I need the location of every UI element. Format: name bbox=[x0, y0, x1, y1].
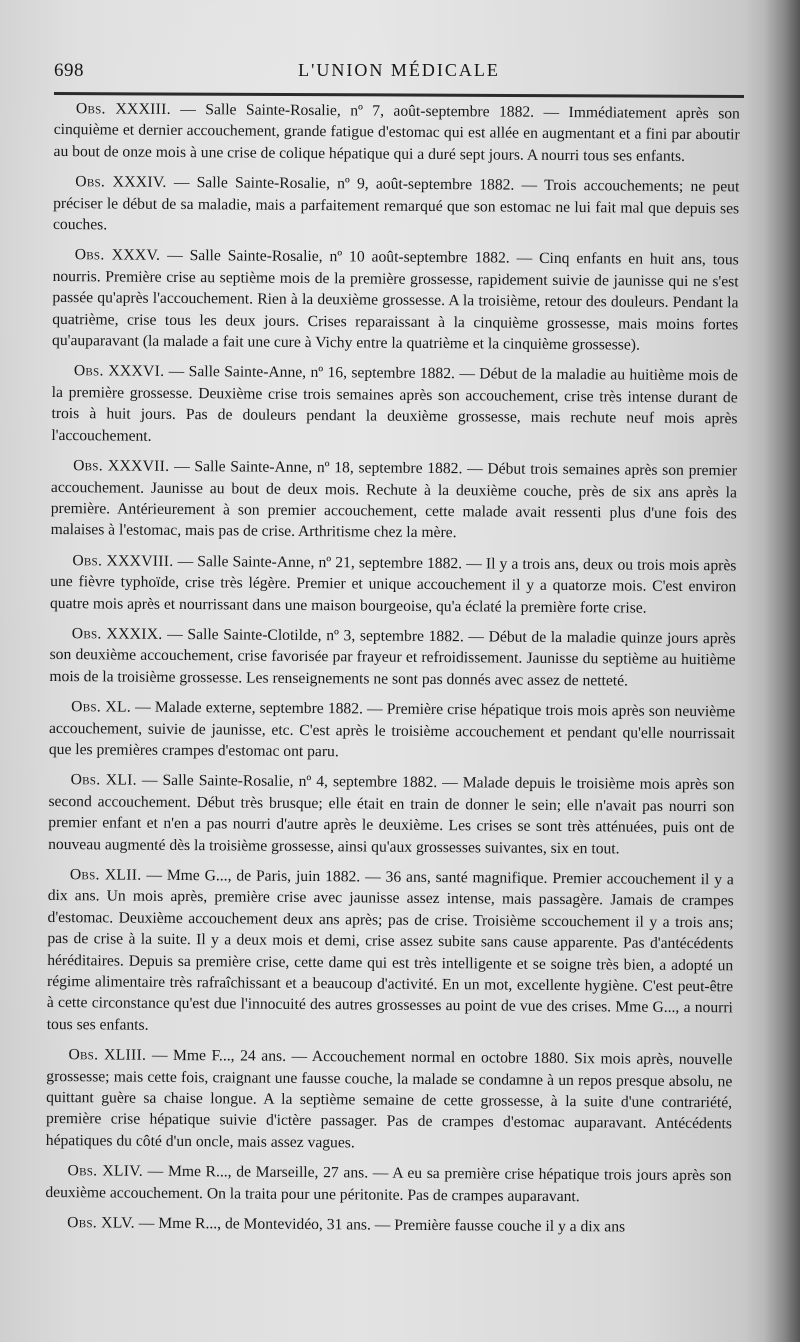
observation-text: — Salle Sainte-Rosalie, nº 9, août-septembre 1882. — Trois accouchements; ne peut préciser le début de sa maladie, mais a parfaitement remarqué que son estomac ne lui fait mal que depuis ses couches. bbox=[52, 174, 740, 234]
observation-paragraph bbox=[46, 1044, 733, 1156]
observation-label: Obs. XXXVI. bbox=[73, 362, 165, 381]
observation-text: — Salle Sainte-Rosalie, nº 10 août-septembre 1882. — Cinq enfants en huit ans, tous nourris. Première crise au septième mois de la première grossesse, rapidement suivie de jaunisse qui ne s'est passée qu'après l'accouchement. Rien à la deuxième grossesse. A la troisième, retour des douleurs. Pendant la quatrième, crise tous les deux jours. Crises reparaissant à la cinquième grossesse, mais moins fortes qu'auparavant (la malade a fait une cure à Vichy entre la quatrième et la cinquième grossesse). bbox=[52, 247, 739, 354]
observation-label: Obs. XL. bbox=[71, 698, 132, 716]
journal-title: L'UNION MÉDICALE bbox=[298, 60, 500, 80]
observation-label: Obs. XXXIX. bbox=[71, 625, 163, 643]
observation-label: Obs. XLII. bbox=[69, 866, 142, 884]
observation-text: — Salle Sainte-Anne, nº 18, septembre 1882. — Début trois semaines après son premier accouchement. Jaunisse au bout de deux mois. Rechute à la deuxième couche, près de six ans après la première. Antérieurement à son premier accouchement, cette malade avait ressenti plus d'une fois des malaises à l'estomac, mais pas de crise. Arthritisme chez la mère. bbox=[50, 458, 738, 542]
observations-text bbox=[45, 98, 740, 1248]
observation-text: — Salle Sainte-Anne, nº 21, septembre 1882. — Il y a trois ans, deux ou trois mois après une fièvre typhoïde, crise très légère. Premier et unique accouchement il y a quatorze mois. C'est environ quatre mois après et nourrissant dans une maison bourgeoise, qu'a éclaté la première forte crise. bbox=[49, 552, 737, 617]
observation-label: Obs. XLIV. bbox=[67, 1162, 144, 1181]
observation-paragraph bbox=[52, 244, 739, 356]
observation-paragraph bbox=[48, 769, 735, 860]
observation-label: Obs. XLIII. bbox=[68, 1046, 147, 1065]
observation-text: — Malade externe, septembre 1882. — Première crise hépatique trois mois après son neuvième accouchement, suivie de jaunisse, etc. C'est après le troisième accouchement et pendant qu'elle nourrissait que les premières crampes d'estomac ont paru. bbox=[48, 698, 736, 761]
observation-paragraph bbox=[50, 550, 736, 620]
observation-label: Obs. XXXVII. bbox=[73, 457, 170, 476]
observation-label: Obs. XXXVIII. bbox=[72, 551, 174, 570]
observation-label: Obs. XXXIII. bbox=[75, 100, 171, 118]
header-rule bbox=[54, 92, 744, 98]
observation-paragraph bbox=[49, 623, 735, 693]
observation-paragraph bbox=[51, 455, 738, 546]
observation-paragraph bbox=[53, 171, 739, 241]
observation-text: — Mme R..., de Montevidéo, 31 ans. — Première fausse couche il y a dix ans bbox=[134, 1214, 626, 1236]
observation-label: Obs. XXXV. bbox=[74, 246, 161, 265]
observation-text: — Mme G..., de Paris, juin 1882. — 36 ans, santé magnifique. Premier accouchement il y a dix ans. Un mois après, première crise avec jaunisse assez intense, mais passagère. Jamais de crampes d'estomac. Deuxième accouchement deux ans après; pas de crise. Troisième sccouchement il y a trois ans; pas de crise à la suite. Il y a deux mois et demi, crise assez subite sans cause apparente. Pas d'antécédents héréditaires. Depuis sa première crise, cette dame qui est très intelligente et se soigne très bien, a adopté un régime alimentaire très rafraîchissant et a beaucoup d'activité. En un mot, excellente hygiène. C'est peut-être à cette circonstance qu'est due l'innocuité des autres grossesses au point de vue des crises. Mme G..., a nourri tous ses enfants. bbox=[46, 866, 734, 1034]
page-number: 698 bbox=[54, 60, 84, 81]
running-head bbox=[54, 56, 744, 90]
observation-paragraph bbox=[45, 1160, 731, 1208]
observation-label: Obs. XLV. bbox=[67, 1214, 135, 1232]
observation-paragraph bbox=[47, 864, 734, 1041]
observation-text: — Salle Sainte-Anne, nº 16, septembre 1882. — Début de la maladie au huitième mois de la première grossesse. Deuxième crise trois semaines après son accouchement, crise très intense durant de trois à huit jours. Pas de douleurs pendant la deuxième grossesse, mais rechute neuf mois après l'accouchement. bbox=[51, 363, 738, 445]
observation-paragraph bbox=[51, 360, 738, 451]
observation-text: — Salle Sainte-Clotilde, nº 3, septembre 1882. — Début de la maladie quinze jours après son deuxième accouchement, crise favorisée par frayeur et refroidissement. Jaunisse du septième au huitième mois de la troisième grossesse. Les renseignements ne sont pas donnés avec assez de netteté. bbox=[49, 625, 736, 690]
observation-label: Obs. XXXIV. bbox=[75, 173, 167, 192]
observation-paragraph bbox=[53, 98, 739, 168]
observation-text: — Mme F..., 24 ans. — Accouchement normal en octobre 1880. Six mois après, nouvelle grossesse; mais cette fois, craignant une fausse couche, la malade se condamne à un repos presque absolu, ne quittant guère sa chaise longue. A la septième semaine de cette grossesse, à la suite d'une contrariété, première crise hépatique suivie d'ictère passager. Pas de crampes d'estomac auparavant. Antécédents hépatiques du côté d'un oncle, mais assez vagues. bbox=[45, 1047, 733, 1152]
observation-text: — Mme R..., de Marseille, 27 ans. — A eu sa première crise hépatique trois jours après son deuxième accouchement. On la traita pour une péritonite. Pas de crampes auparavant. bbox=[45, 1163, 732, 1205]
observation-text: — Salle Sainte-Rosalie, nº 4, septembre 1882. — Malade depuis le troisième mois après son second accouchement. Début très brusque; elle était en train de donner le sein; elle n'avait pas nourri son premier enfant et n'en a pas nourri d'autre après le deuxième. Les crises se sont très atténuées, puis ont de nouveau augmenté dès la troisième grossesse, ainsi qu'aux grossesses suivantes, six en tout. bbox=[48, 772, 735, 858]
observation-paragraph bbox=[49, 696, 735, 766]
observation-paragraph bbox=[45, 1212, 731, 1239]
observation-label: Obs. XLI. bbox=[70, 771, 137, 790]
observation-text: — Salle Sainte-Rosalie, nº 7, août-septembre 1882. — Immédiatement après son cinquième et dernier accouchement, grande fatigue d'estomac qui est allée en augmentant et a fini par aboutir au bout de onze mois à une crise de colique hépatique qui a duré sept jours. A nourri tous ses enfants. bbox=[53, 100, 740, 165]
